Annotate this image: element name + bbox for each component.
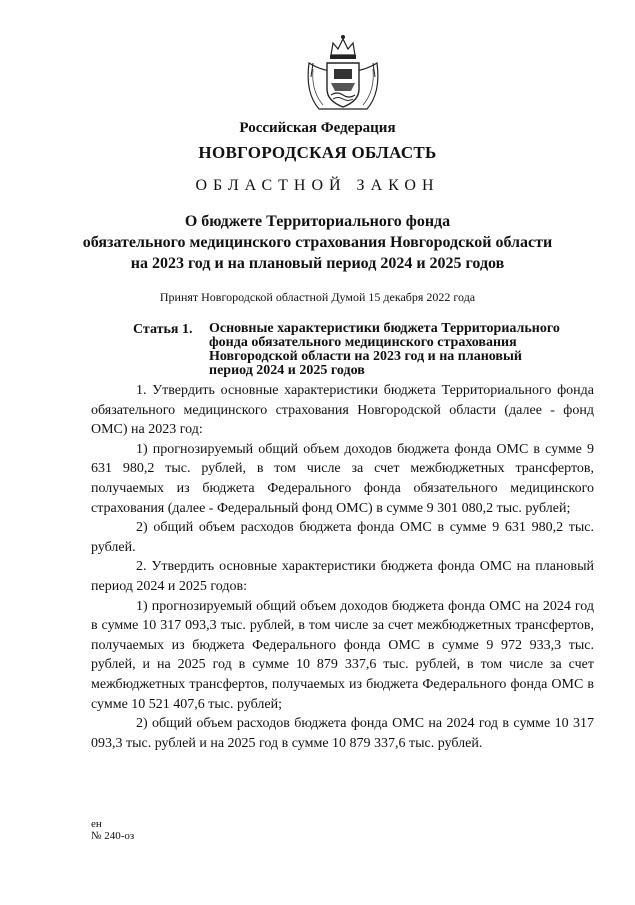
law-number: № 240-оз [91,830,135,842]
document-footer [91,818,134,842]
paragraph: 1) прогнозируемый общий объем доходов бюджета фонда ОМС на 2024 год в сумме 10 317 093,3 тыс. рублей, в том числе за счет межбюджетных трансфертов, получаемых из бюджета Федерального фонда ОМС в сумме 9 972 933,3 тыс. рублей, и на 2025 год в сумме 10 879 337,6 тыс. рублей, в том числе за счет межбюджетных трансфертов, получаемых из бюджета Федерального фонда ОМС в сумме 10 521 407,6 тыс. рублей; [91,598,594,712]
coat-of-arms-icon [301,33,385,115]
paragraph: 2. Утвердить основные характеристики бюджета фонда ОМС на плановый период 2024 и 2025 годов: [91,559,594,594]
law-title-line: О бюджете Территориального фонда [184,213,451,230]
executor-initials: ен [91,818,102,830]
paragraph: 2) общий объем расходов бюджета фонда ОМС на 2024 год в сумме 10 317 093,3 тыс. рублей и на 2025 год в сумме 10 879 337,6 тыс. рублей. [91,716,594,751]
paragraph: 1. Утвердить основные характеристики бюджета Территориального фонда обязательного медицинского страхования Новгородской области (далее - фонд ОМС) на 2023 год: [91,383,594,438]
law-title [0,211,635,274]
paragraph: 1) прогнозируемый общий объем доходов бюджета фонда ОМС в сумме 9 631 980,2 тыс. рублей, в том числе за счет межбюджетных трансфертов, получаемых из бюджета Федерального фонда обязательного медицинского страхования (далее - Федеральный фонд ОМС) в сумме 9 301 080,2 тыс. рублей; [91,441,594,516]
region-name: НОВГОРОДСКАЯ ОБЛАСТЬ [198,143,437,162]
article-number: Статья 1. [133,322,193,337]
article-title [209,322,604,378]
article-title-line: фонда обязательного медицинского страхования [209,335,517,350]
paragraph: 2) общий объем расходов бюджета фонда ОМС в сумме 9 631 980,2 тыс. рублей. [91,520,594,555]
federation-name: Российская Федерация [239,120,396,136]
article-title-line: Основные характеристики бюджета Территориального [209,321,560,336]
adoption-note: Принят Новгородской областной Думой 15 декабря 2022 года [159,290,476,304]
article-title-line: период 2024 и 2025 годов [209,363,365,378]
law-title-line: обязательного медицинского страхования Новгородской области [82,234,553,251]
article-body [91,381,594,753]
article-title-line: Новгородской области на 2023 год и на плановый [209,349,522,364]
law-title-line: на 2023 год и на плановый период 2024 и 2025 годов [130,255,505,272]
law-type: ОБЛАСТНОЙ ЗАКОН [195,177,440,194]
